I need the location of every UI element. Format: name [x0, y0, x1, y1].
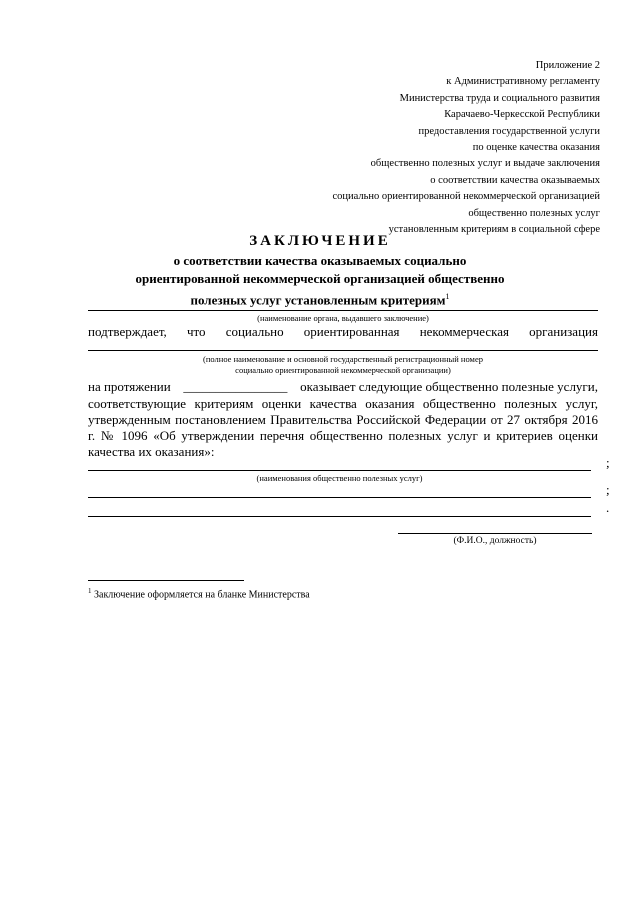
organization-caption-line: (полное наименование и основной государственный регистрационный номер: [203, 354, 483, 364]
during-label: на протяжении: [88, 379, 171, 394]
footnote-mark: 1: [88, 587, 92, 595]
organization-caption: [88, 354, 598, 376]
header-line: по оценке качества оказания: [472, 142, 600, 154]
criteria-line: утвержденным постановлением Правительства Российской Федерации от 27 октября 2016: [88, 412, 598, 427]
footnote-separator: [88, 580, 244, 581]
confirms-word: социально: [225, 324, 284, 339]
document-title: [0, 230, 640, 309]
confirms-word: что: [186, 324, 206, 339]
criteria-line: соответствующие критериям оценки качества оказания общественно полезных услуг,: [88, 396, 598, 411]
header-line: к Административному регламенту: [446, 76, 600, 88]
signature-caption: (Ф.И.О., должность): [453, 536, 537, 546]
confirms-word: ориентированная: [303, 324, 400, 339]
during-blank[interactable]: ________________: [183, 379, 288, 394]
criteria-line: качества их оказания»:: [88, 444, 215, 459]
organ-caption: (наименование органа, выдавшего заключение): [257, 313, 429, 323]
footnote: [88, 587, 310, 600]
organization-caption-line: социально ориентированной некоммерческой организации): [235, 365, 451, 375]
confirms-word: подтверждает,: [88, 324, 167, 339]
title-line-text: полезных услуг установленным критериям: [190, 292, 446, 308]
header-line: Приложение 2: [535, 60, 600, 71]
confirms-word: организация: [529, 324, 598, 339]
footnote-mark: 1: [445, 292, 450, 301]
header-line: Министерства труда и социального развития: [399, 92, 600, 104]
confirms-word: некоммерческая: [419, 324, 509, 339]
period: .: [606, 500, 610, 515]
title-line-last: [0, 288, 640, 309]
header-line: о соответствии качества оказываемых: [430, 174, 600, 186]
semicolon: ;: [606, 455, 610, 470]
provides-text: оказывает следующие общественно полезные услуги,: [300, 379, 598, 394]
confirms-row: [88, 323, 598, 340]
header-line: социально ориентированной некоммерческой организацией: [332, 191, 600, 203]
services-caption: (наименования общественно полезных услуг): [256, 473, 423, 483]
service-line[interactable]: [88, 516, 591, 517]
organization-name-line[interactable]: [88, 350, 598, 351]
header-line: предоставления государственной услуги: [418, 125, 600, 137]
service-line[interactable]: [88, 470, 591, 471]
footnote-text: Заключение оформляется на бланке Министерства: [94, 589, 310, 601]
header-line: общественно полезных услуг и выдаче заключения: [370, 158, 600, 170]
appendix-header: [332, 58, 600, 238]
duration-row: [88, 378, 598, 395]
title-line: ориентированной некоммерческой организацией общественно: [135, 271, 505, 286]
title-main: ЗАКЛЮЧЕНИЕ: [249, 233, 391, 249]
header-line: Карачаево-Черкесской Республики: [444, 109, 600, 121]
service-line[interactable]: [88, 497, 591, 498]
organ-name-line[interactable]: [88, 310, 598, 311]
semicolon: ;: [606, 482, 610, 497]
signature-line[interactable]: [398, 533, 592, 534]
header-line: общественно полезных услуг: [468, 207, 600, 219]
title-line: о соответствии качества оказываемых социально: [173, 253, 467, 268]
header-line: установленным критериям в социальной сфере: [388, 224, 600, 236]
criteria-line: г. № 1096 «Об утверждении перечня общественно полезных услуг и критериев оценки: [88, 428, 598, 443]
